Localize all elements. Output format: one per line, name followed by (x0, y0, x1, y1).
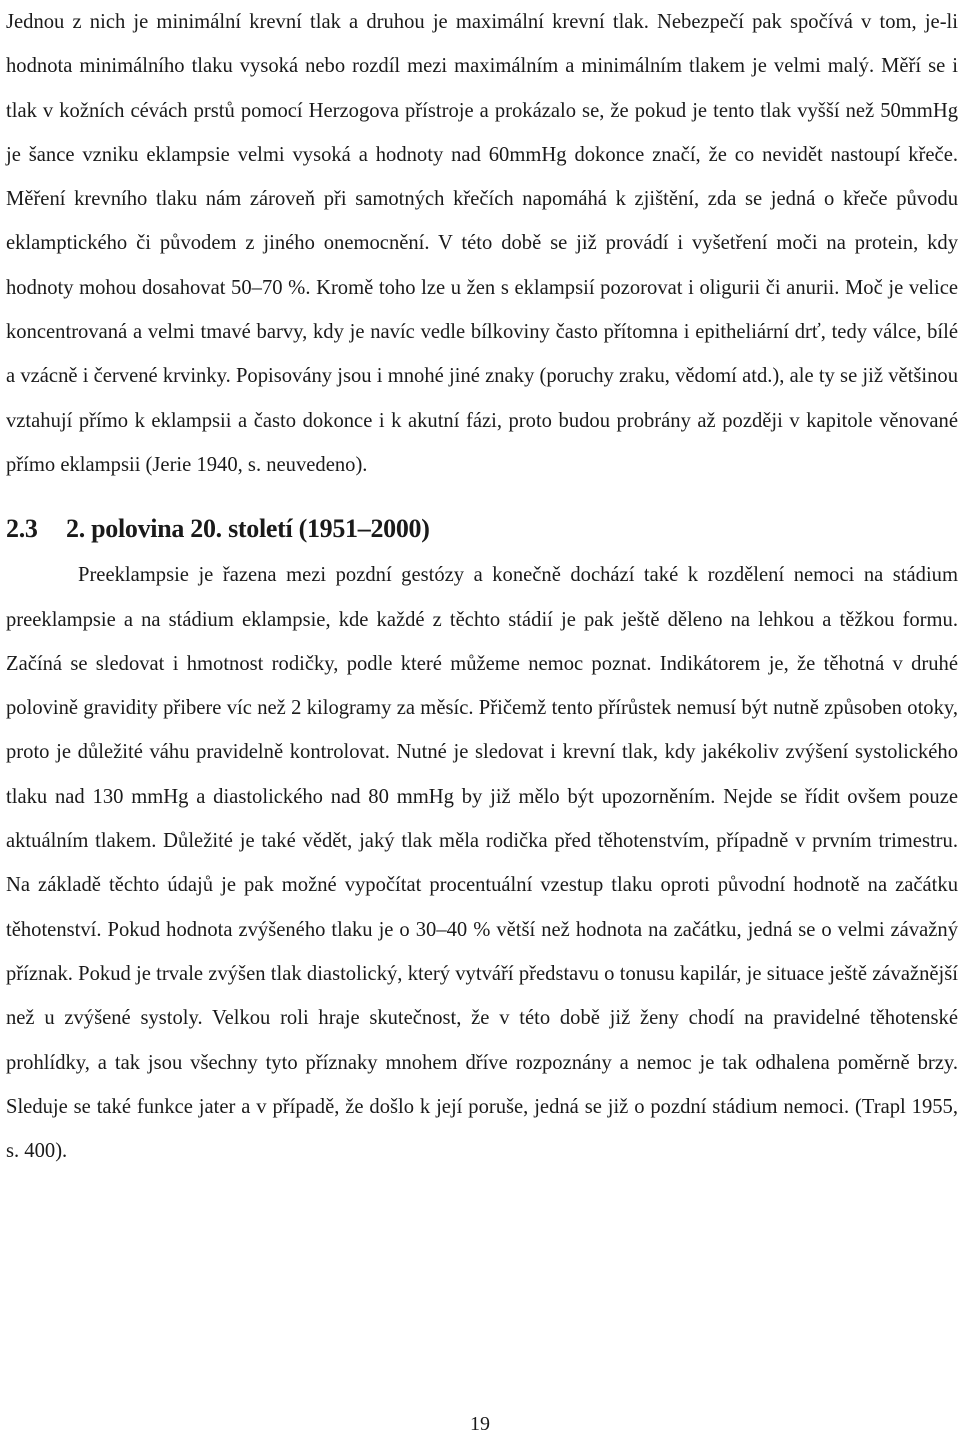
section-title: 2. polovina 20. století (1951–2000) (66, 514, 430, 544)
page-number: 19 (470, 1413, 490, 1435)
section-number: 2.3 (6, 514, 38, 544)
body-paragraph: Jednou z nich je minimální krevní tlak a druhou je maximální krevní tlak. Nebezpečí pak spočívá v tom, je-li hodnota minimálního tlaku vysoká nebo rozdíl mezi maximálním a minimálním tlakem je velmi malý. Měří se i tlak v kožních cévách prstů pomocí Herzogova přístroje a prokázalo se, že pokud je tento tlak vyšší než 50mmHg je šance vzniku eklampsie velmi vysoká a hodnoty nad 60mmHg dokonce značí, že co nevidět nastoupí křeče. Měření krevního tlaku nám zároveň při samotných křečích napomáhá k zjištění, zda se jedná o křeče původu eklamptického či původem z jiného onemocnění. V této době se již provádí i vyšetření moči na protein, kdy hodnoty mohou dosahovat 50–70 %. Kromě toho lze u žen s eklampsií pozorovat i oligurii či anurii. Moč je velice koncentrovaná a velmi tmavé barvy, kdy je navíc vedle bílkoviny často přítomna i epitheliární drť, tedy válce, bílé a vzácně i červené krvinky. Popisovány jsou i mnohé jiné znaky (poruchy zraku, vědomí atd.), ale ty se již většinou vztahují přímo k eklampsii a často dokonce i k akutní fázi, proto budou probrány až později v kapitole věnované přímo eklampsii (Jerie 1940, s. neuvedeno). (6, 11, 958, 476)
body-paragraph: Preeklampsie je řazena mezi pozdní gestózy a konečně dochází také k rozdělení nemoci na stádium preeklampsie a na stádium eklampsie, kde každé z těchto stádií je pak ještě děleno na lehkou a těžkou formu. Začíná se sledovat i hmotnost rodičky, podle které můžeme nemoc poznat. Indikátorem je, že těhotná v druhé polovině gravidity přibere víc než 2 kilogramy za měsíc. Přičemž tento přírůstek nemusí být nutně způsoben otoky, proto je důležité váhu pravidelně kontrolovat. Nutné je sledovat i krevní tlak, kdy jakékoliv zvýšení systolického tlaku nad 130 mmHg a diastolického nad 80 mmHg by již mělo být upozorněním. Nejde se řídit ovšem pouze aktuálním tlakem. Důležité je také vědět, jaký tlak měla rodička před těhotenstvím, případně v prvním trimestru. Na základě těchto údajů je pak možné vypočítat procentuální vzestup tlaku oproti původní hodnotě na začátku těhotenství. Pokud hodnota zvýšeného tlaku je o 30–40 % větší než hodnota na začátku, jedná se o velmi závažný příznak. Pokud je trvale zvýšen tlak diastolický, který vytváří představu o tonusu kapilár, je situace ještě závažnější než u zvýšené systoly. Velkou roli hraje skutečnost, že v této době již ženy chodí na pravidelné těhotenské prohlídky, a tak jsou všechny tyto příznaky mnohem dříve rozpoznány a nemoc je tak odhalena poměrně brzy. Sleduje se také funkce jater a v případě, že došlo k její poruše, jedná se již o pozdní stádium nemoci. (Trapl 1955, s. 400). (6, 564, 958, 1163)
document-page (6, 0, 958, 1173)
section-heading (6, 509, 958, 549)
